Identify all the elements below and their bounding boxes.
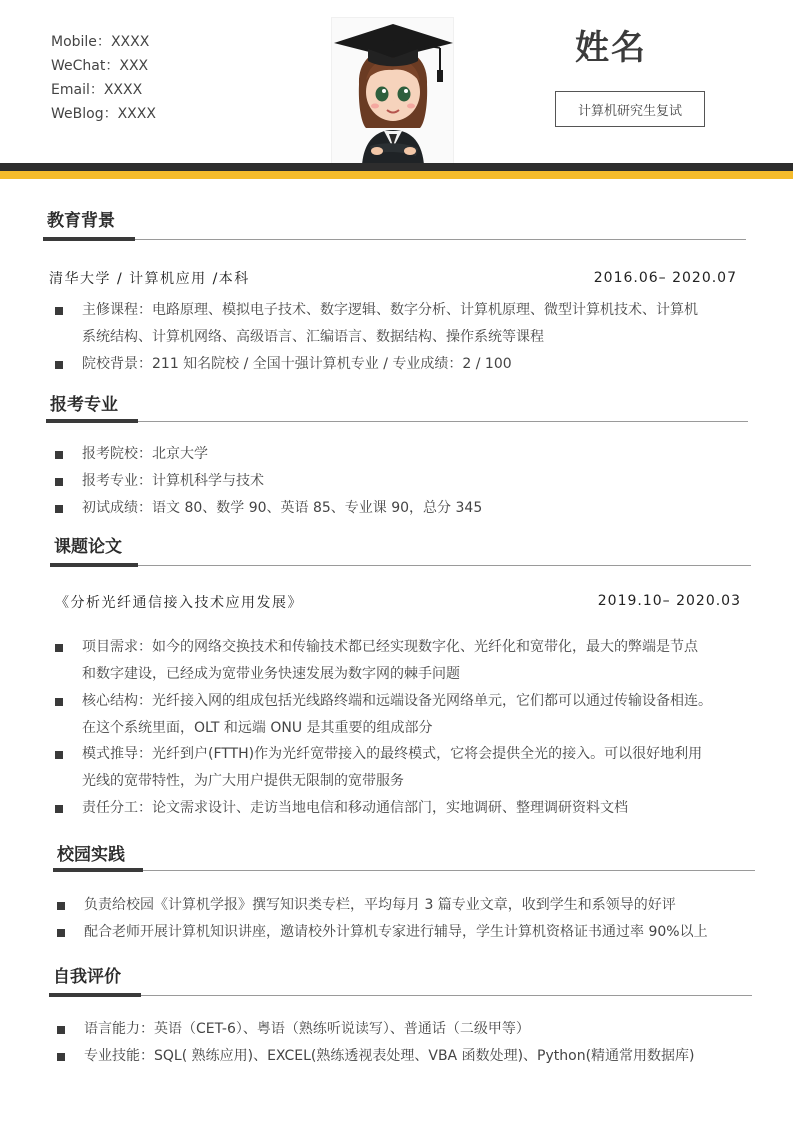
list-item (55, 297, 745, 351)
list-item (55, 441, 745, 468)
bullet-text: 报考专业：计算机科学与技术 (82, 473, 264, 489)
bullet-square-icon (57, 929, 65, 937)
list-item (55, 795, 745, 822)
section-accent-bar (43, 237, 135, 241)
list-item (57, 919, 747, 946)
section-divider (46, 421, 748, 422)
bullet-square-icon (55, 451, 63, 459)
contact-wechat: WeChat：XXX (51, 58, 149, 74)
bullet-text: 光线的宽带特性，为广大用户提供无限制的宽带服务 (82, 773, 404, 789)
bullet-text: 项目需求：如今的网络交换技术和传输技术都已经实现数字化、光纤化和宽带化，最大的弊端是节点 (82, 639, 698, 655)
bullet-text: 责任分工：论文需求设计、走访当地电信和移动通信部门，实地调研、整理调研资料文档 (82, 800, 628, 816)
bullet-square-icon (57, 902, 65, 910)
list-item (55, 634, 745, 688)
bullet-text: 报考院校：北京大学 (82, 446, 208, 462)
education-date: 2016.06– 2020.07 (593, 270, 737, 286)
bullet-square-icon (55, 361, 63, 369)
graduate-avatar-icon (332, 18, 454, 164)
avatar-photo (331, 17, 454, 164)
section-accent-bar (49, 993, 141, 997)
bullet-text: 在这个系统里面，OLT 和远端 ONU 是其重要的组成部分 (82, 720, 433, 736)
section-accent-bar (50, 563, 138, 567)
target-position-label: 计算机研究生复试 (577, 103, 682, 119)
bullet-square-icon (55, 505, 63, 513)
contact-email: Email：XXXX (51, 82, 143, 98)
section-accent-bar (46, 419, 138, 423)
contact-mobile: Mobile：XXXX (51, 34, 150, 50)
bullet-square-icon (57, 1053, 65, 1061)
contact-info (51, 30, 156, 126)
section-divider (50, 565, 751, 566)
section-title-apply: 报考专业 (50, 395, 118, 415)
bullet-text: 专业技能：SQL( 熟练应用)、EXCEL(熟练透视表处理、VBA 函数处理)、Python(精通常用数据库) (84, 1048, 695, 1064)
list-item (57, 1016, 747, 1043)
section-title-thesis: 课题论文 (54, 537, 122, 557)
section-accent-bar (53, 868, 143, 872)
contact-weblog: WeBlog：XXXX (51, 106, 156, 122)
bullet-text: 系统结构、计算机网络、高级语言、汇编语言、数据结构、操作系统等课程 (82, 329, 544, 345)
section-divider (49, 995, 752, 996)
target-position-box (555, 91, 705, 127)
section-divider (43, 239, 746, 240)
section-divider (53, 870, 755, 871)
bullet-square-icon (55, 478, 63, 486)
list-item (55, 741, 745, 795)
list-item (57, 1043, 747, 1070)
bullet-square-icon (55, 644, 63, 652)
bullet-text: 负责给校园《计算机学报》撰写知识类专栏，平均每月 3 篇专业文章，收到学生和系领导的好评 (84, 897, 676, 913)
candidate-name: 姓名 (575, 28, 647, 68)
header-band-dark (0, 163, 793, 171)
list-item (55, 688, 745, 742)
bullet-text: 院校背景：211 知名院校 / 全国十强计算机专业 / 专业成绩：2 / 100 (82, 356, 512, 372)
section-title-education: 教育背景 (47, 211, 115, 231)
bullet-text: 主修课程：电路原理、模拟电子技术、数字逻辑、数字分析、计算机原理、微型计算机技术、计算机 (82, 302, 698, 318)
list-item (57, 892, 747, 919)
bullet-square-icon (55, 698, 63, 706)
bullet-square-icon (55, 751, 63, 759)
bullet-text: 语言能力：英语（CET-6）、粤语（熟练听说读写）、普通话（二级甲等） (84, 1021, 530, 1037)
section-title-self: 自我评价 (53, 967, 121, 987)
thesis-name: 《分析光纤通信接入技术应用发展》 (55, 595, 303, 611)
header-band-accent (0, 171, 793, 179)
bullet-square-icon (55, 307, 63, 315)
section-title-campus: 校园实践 (57, 845, 125, 865)
list-item (55, 468, 745, 495)
list-item (55, 351, 745, 378)
bullet-text: 模式推导：光纤到户(FTTH)作为光纤宽带接入的最终模式，它将会提供全光的接入。可以很好地利用 (82, 746, 703, 762)
bullet-text: 和数字建设，已经成为宽带业务快速发展为数字网的棘手问题 (82, 666, 460, 682)
bullet-text: 初试成绩：语文 80、数学 90、英语 85、专业课 90，总分 345 (82, 500, 483, 516)
bullet-square-icon (57, 1026, 65, 1034)
list-item (55, 495, 745, 522)
thesis-date: 2019.10– 2020.03 (597, 593, 741, 609)
bullet-text: 配合老师开展计算机知识讲座，邀请校外计算机专家进行辅导，学生计算机资格证书通过率 90%以上 (84, 924, 708, 940)
education-school: 清华大学 / 计算机应用 /本科 (49, 271, 250, 287)
bullet-square-icon (55, 805, 63, 813)
bullet-text: 核心结构：光纤接入网的组成包括光线路终端和远端设备光网络单元，它们都可以通过传输设备相连。 (82, 693, 712, 709)
